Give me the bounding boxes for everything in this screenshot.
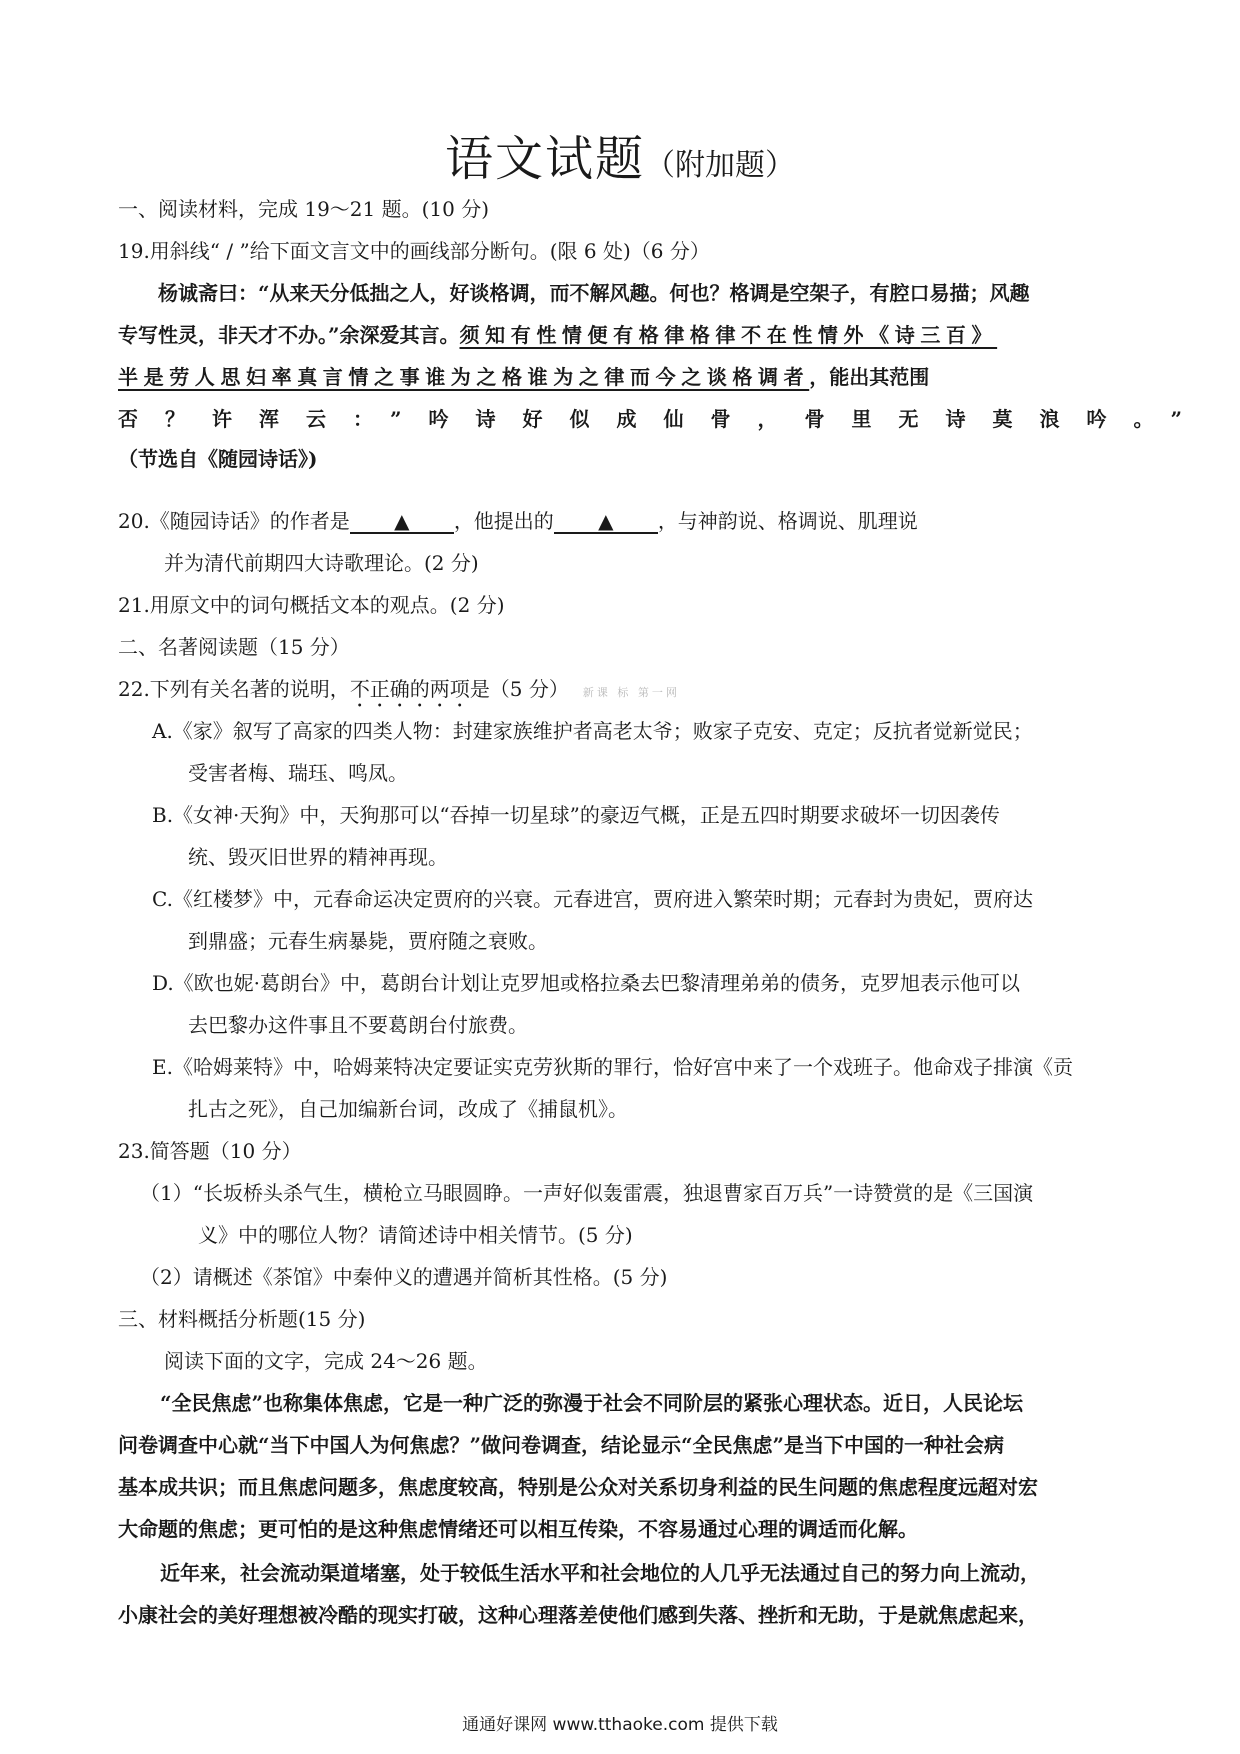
q23-sub2: （2）请概述《茶馆》中秦仲义的遭遇并简析其性格。(5 分) — [140, 1265, 668, 1289]
answer-blank[interactable]: ▲ — [554, 510, 658, 534]
option-c-line-2: 到鼎盛；元春生病暴毙，贾府随之衰败。 — [188, 929, 548, 953]
q20-text-2: ，他提出的 — [453, 509, 554, 533]
q19-text-line-2-plain: 专写性灵，非天才不办。”余深爱其言。 — [118, 323, 460, 347]
passage-line: 问卷调查中心就“当下中国人为何焦虑？”做问卷调查，结论显示“全民焦虑”是当下中国的一种社会病 — [118, 1433, 1005, 1457]
title-sub: （附加题） — [645, 148, 795, 183]
q19-text-line-2 — [118, 322, 997, 348]
option-a-line-2: 受害者梅、瑞珏、鸣凤。 — [188, 761, 408, 785]
q19-text-line-3-plain: ，能出其范围 — [809, 365, 930, 389]
q20-text-1: 20.《随园诗话》的作者是 — [118, 509, 350, 533]
section3-heading: 三、材料概括分析题(15 分) — [118, 1307, 366, 1331]
answer-blank[interactable]: ▲ — [350, 510, 454, 534]
q19-underlined-part-2: 半是劳人思妇率真言情之事谁为之格谁为之律而今之谈格调者 — [118, 365, 810, 389]
q23-heading: 23.简答题（10 分） — [118, 1139, 302, 1163]
option-e-line-1: E.《哈姆莱特》中，哈姆莱特决定要证实克劳狄斯的罪行，恰好宫中来了一个戏班子。他命戏子排演《贡 — [152, 1055, 1073, 1079]
q20-text-3: ，与神韵说、格调说、肌理说 — [657, 509, 918, 533]
q19-text-line-3 — [118, 364, 929, 390]
q19-underlined-part-1: 须知有性情便有格律格律不在性情外《诗三百》 — [459, 323, 998, 347]
passage-line: 小康社会的美好理想被冷酷的现实打破，这种心理落差使他们感到失落、挫折和无助，于是就焦虑起来， — [118, 1603, 1038, 1627]
q19-text-line-1: 杨诚斋曰：“从来天分低拙之人，好谈格调，而不解风趣。何也？格调是空架子，有腔口易描；风趣 — [158, 281, 1030, 305]
q19-source: （节选自《随园诗话》) — [118, 447, 318, 471]
option-b-line-2: 统、毁灭旧世界的精神再现。 — [188, 845, 448, 869]
option-e-line-2: 扎古之死》，自己加编新台词，改成了《捕鼠机》。 — [188, 1097, 628, 1121]
passage-line: 基本成共识；而且焦虑问题多，焦虑度较高，特别是公众对关系切身利益的民生问题的焦虑程度远超对宏 — [118, 1475, 1038, 1499]
option-a-line-1: A.《家》叙写了高家的四类人物：封建家族维护者高老太爷；败家子克安、克定；反抗者觉新觉民； — [152, 719, 1033, 743]
title-main: 语文试题 — [444, 131, 645, 187]
q21-prompt: 21.用原文中的词句概括文本的观点。(2 分) — [118, 593, 505, 617]
q20-line-1 — [118, 508, 918, 534]
section3-intro: 阅读下面的文字，完成 24～26 题。 — [164, 1349, 488, 1373]
q19-prompt: 19.用斜线“ / ”给下面文言文中的画线部分断句。(限 6 处)（6 分） — [118, 239, 710, 263]
q22-text-2: 是（5 分） — [469, 677, 569, 701]
q23-sub1-line-2: 义》中的哪位人物？请简述诗中相关情节。(5 分) — [198, 1223, 633, 1247]
q23-sub1-line-1: （1）“长坂桥头杀气生，横枪立马眼圆睁。一声好似轰雷震，独退曹家百万兵”一诗赞赏的是《三国演 — [140, 1181, 1034, 1205]
passage-line: 大命题的焦虑；更可怕的是这种焦虑情绪还可以相互传染，不容易通过心理的调适而化解。 — [118, 1517, 918, 1541]
section2-heading: 二、名著阅读题（15 分） — [118, 635, 350, 659]
q22-emphasis: 不正确的两项 — [349, 677, 470, 701]
q20-line-2: 并为清代前期四大诗歌理论。(2 分) — [164, 551, 479, 575]
section1-heading: 一、阅读材料，完成 19～21 题。(10 分) — [118, 197, 490, 221]
q22-prompt — [118, 676, 680, 712]
option-b-line-1: B.《女神·天狗》中，天狗那可以“吞掉一切星球”的豪迈气概，正是五四时期要求破坏一切因袭传 — [152, 803, 1000, 827]
passage-line: “全民焦虑”也称集体焦虑，它是一种广泛的弥漫于社会不同阶层的紧张心理状态。近日，人民论坛 — [160, 1391, 1024, 1415]
watermark-text: 新课 标 第一网 — [582, 686, 680, 699]
option-c-line-1: C.《红楼梦》中，元春命运决定贾府的兴衰。元春进宫，贾府进入繁荣时期；元春封为贵妃，贾府达 — [152, 887, 1033, 911]
option-d-line-1: D.《欧也妮·葛朗台》中，葛朗台计划让克罗旭或格拉桑去巴黎清理弟弟的债务，克罗旭表示他可以 — [152, 971, 1021, 995]
q19-text-line-4: 否？许浑云：”吟诗好似成仙骨，骨里无诗莫浪吟。” — [118, 407, 1210, 431]
footer-credit: 通通好课网 www.tthaoke.com 提供下载 — [462, 1715, 778, 1735]
passage-line: 近年来，社会流动渠道堵塞，处于较低生活水平和社会地位的人几乎无法通过自己的努力向上流动， — [160, 1561, 1040, 1585]
page-title — [0, 120, 1240, 189]
option-d-line-2: 去巴黎办这件事且不要葛朗台付旅费。 — [188, 1013, 528, 1037]
q22-text-1: 22.下列有关名著的说明， — [118, 677, 350, 701]
